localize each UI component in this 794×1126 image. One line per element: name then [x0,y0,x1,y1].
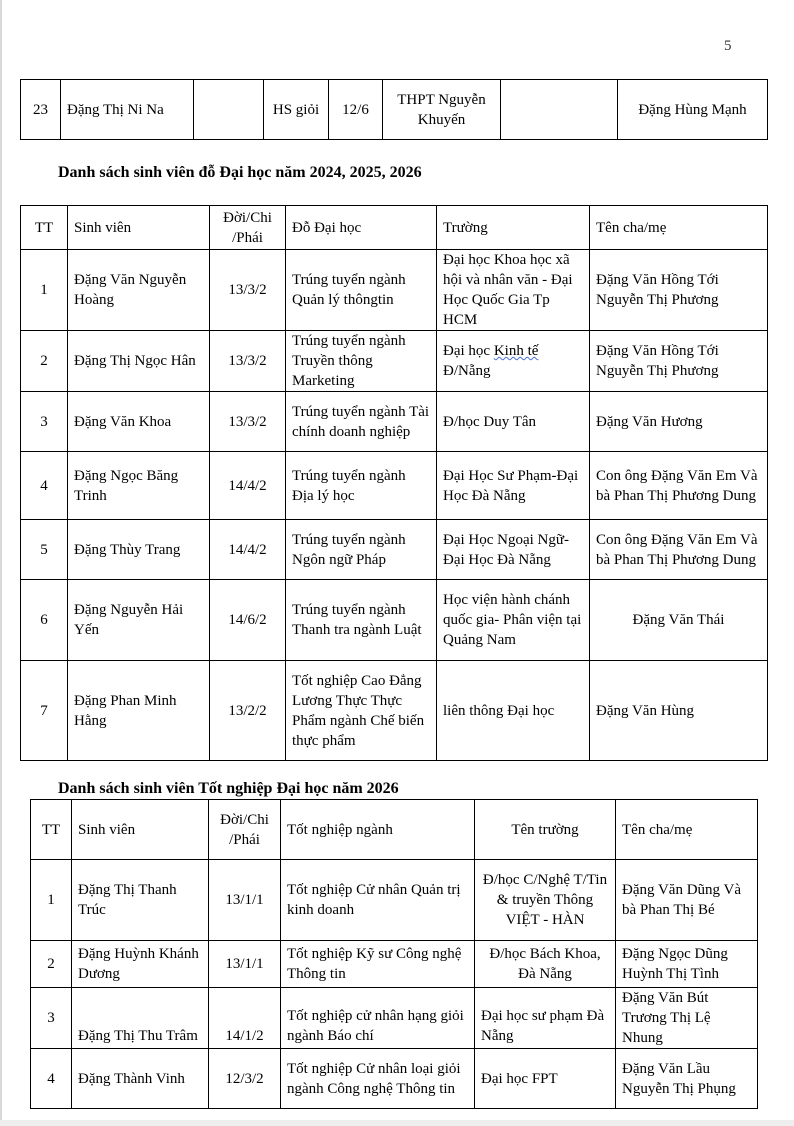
top-continuation-table [20,79,768,140]
parent-cell: Đặng Văn Hương [590,392,768,452]
tt-cell: 23 [21,80,61,140]
student-name-cell: Đặng Thùy Trang [68,520,210,580]
generation-cell: 12/6 [329,80,383,140]
admission-cell: Trúng tuyển ngành Thanh tra ngành Luật [286,580,437,661]
student-name-cell: Đặng Thị Thu Trâm [72,988,209,1049]
student-name-cell: Đặng Phan Minh Hằng [68,661,210,761]
generation-cell: 14/6/2 [210,580,286,661]
parent-cell: Đặng Văn Hồng Tới Nguyễn Thị Phương [590,250,768,331]
empty-cell [194,80,264,140]
page-bottom-edge [0,1120,794,1126]
school-cell: Đ/học Bách Khoa, Đà Nẵng [475,941,616,988]
generation-cell: 13/2/2 [210,661,286,761]
school-cell: Đại học FPT [475,1049,616,1109]
school-cell: Đại học sư phạm Đà Nẵng [475,988,616,1049]
achievement-cell: HS giỏi [264,80,329,140]
table-header-row [31,800,758,860]
table-row [21,392,768,452]
student-name-cell: Đặng Thị Thanh Trúc [72,860,209,941]
student-name-cell: Đặng Văn Nguyễn Hoàng [68,250,210,331]
parent-cell: Con ông Đặng Văn Em Và bà Phan Thị Phương Dung [590,452,768,520]
table-row [31,860,758,941]
parent-cell: Đặng Ngọc Dũng Huỳnh Thị Tình [616,941,758,988]
header-tt: TT [31,800,72,860]
school-cell: THPT Nguyễn Khuyến [383,80,501,140]
student-name-cell: Đặng Nguyễn Hải Yến [68,580,210,661]
school-cell: Đại Học Sư Phạm-Đại Học Đà Nẵng [437,452,590,520]
student-name-cell: Đặng Ngọc Băng Trinh [68,452,210,520]
table-row [21,452,768,520]
generation-cell: 13/3/2 [210,392,286,452]
page-number: 5 [724,38,732,54]
generation-cell: 12/3/2 [209,1049,281,1109]
table-header-row [21,206,768,250]
generation-cell: 13/3/2 [210,331,286,392]
admission-cell: Trúng tuyển ngành Ngôn ngữ Pháp [286,520,437,580]
parent-cell: Đặng Văn Thái [590,580,768,661]
school-cell: Đại Học Ngoại Ngữ-Đại Học Đà Nẵng [437,520,590,580]
admissions-table [20,205,768,761]
table-row [31,1049,758,1109]
header-generation: Đời/Chi /Phái [210,206,286,250]
admission-cell: Trúng tuyển ngành Địa lý học [286,452,437,520]
table-row [31,988,758,1049]
tt-cell: 5 [21,520,68,580]
school-text-c: Đ/Nẵng [443,363,491,379]
school-cell: Đại học Khoa học xã hội và nhân văn - Đại Học Quốc Gia Tp HCM [437,250,590,331]
admission-cell: Trúng tuyển ngành Truyền thông Marketing [286,331,437,392]
header-student: Sinh viên [68,206,210,250]
parent-cell: Đặng Văn Hồng Tới Nguyễn Thị Phương [590,331,768,392]
admission-cell: Trúng tuyển ngành Quản lý thôngtin [286,250,437,331]
header-tt: TT [21,206,68,250]
generation-cell: 14/4/2 [210,520,286,580]
header-school: Trường [437,206,590,250]
parent-cell: Đặng Văn Hùng [590,661,768,761]
student-name-cell: Đặng Văn Khoa [68,392,210,452]
tt-cell: 1 [21,250,68,331]
table-row [31,941,758,988]
generation-cell: 14/1/2 [209,988,281,1049]
table-row [21,331,768,392]
student-name-cell: Đặng Huỳnh Khánh Dương [72,941,209,988]
page-left-border [0,0,2,1126]
school-cell: liên thông Đại học [437,661,590,761]
generation-cell: 13/1/1 [209,860,281,941]
table-row [21,580,768,661]
header-student: Sinh viên [72,800,209,860]
header-parent: Tên cha/mẹ [590,206,768,250]
tt-cell: 4 [21,452,68,520]
major-cell: Tốt nghiệp Cử nhân Quản trị kinh doanh [281,860,475,941]
major-cell: Tốt nghiệp Cử nhân loại giỏi ngành Công nghệ Thông tin [281,1049,475,1109]
header-school: Tên trường [475,800,616,860]
header-parent: Tên cha/mẹ [616,800,758,860]
school-cell: Đ/học C/Nghệ T/Tin & truyền Thông VIỆT - HÀN [475,860,616,941]
student-name-cell: Đặng Thị Ngọc Hân [68,331,210,392]
table-row [21,520,768,580]
header-admission: Đỗ Đại học [286,206,437,250]
table-row [21,250,768,331]
admission-cell: Trúng tuyển ngành Tài chính doanh nghiệp [286,392,437,452]
tt-cell: 3 [21,392,68,452]
admission-cell: Tốt nghiệp Cao Đẳng Lương Thực Thực Phẩm ngành Chế biến thực phẩm [286,661,437,761]
tt-cell: 6 [21,580,68,661]
parent-cell: Đặng Văn Lầu Nguyễn Thị Phụng [616,1049,758,1109]
parent-cell: Đặng Văn Bút Trương Thị Lệ Nhung [616,988,758,1049]
tt-cell: 4 [31,1049,72,1109]
generation-cell: 14/4/2 [210,452,286,520]
school-cell [437,331,590,392]
table-row [21,661,768,761]
tt-cell: 1 [31,860,72,941]
tt-cell: 3 [31,988,72,1049]
student-name-cell: Đặng Thành Vinh [72,1049,209,1109]
school-text-b: Kinh tế [493,343,539,359]
parent-cell: Đặng Văn Dũng Và bà Phan Thị Bé [616,860,758,941]
tt-cell: 2 [31,941,72,988]
tt-cell: 2 [21,331,68,392]
header-generation: Đời/Chi /Phái [209,800,281,860]
parent-cell: Con ông Đặng Văn Em Và bà Phan Thị Phương Dung [590,520,768,580]
parent-cell: Đặng Hùng Mạnh [618,80,768,140]
major-cell: Tốt nghiệp cử nhân hạng giỏi ngành Báo chí [281,988,475,1049]
school-cell: Học viện hành chánh quốc gia- Phân viện tại Quảng Nam [437,580,590,661]
student-name-cell: Đặng Thị Ni Na [61,80,194,140]
school-cell: Đ/học Duy Tân [437,392,590,452]
generation-cell: 13/3/2 [210,250,286,331]
generation-cell: 13/1/1 [209,941,281,988]
major-cell: Tốt nghiệp Kỹ sư Công nghệ Thông tin [281,941,475,988]
section-title-admissions: Danh sách sinh viên đỗ Đại học năm 2024, 2025, 2026 [58,164,422,181]
table-row [21,80,768,140]
tt-cell: 7 [21,661,68,761]
school-text-a: Đại học [443,343,491,359]
graduates-table [30,799,758,1109]
section-title-graduates: Danh sách sinh viên Tốt nghiệp Đại học năm 2026 [58,780,399,797]
header-major: Tốt nghiệp ngành [281,800,475,860]
empty-cell [501,80,618,140]
